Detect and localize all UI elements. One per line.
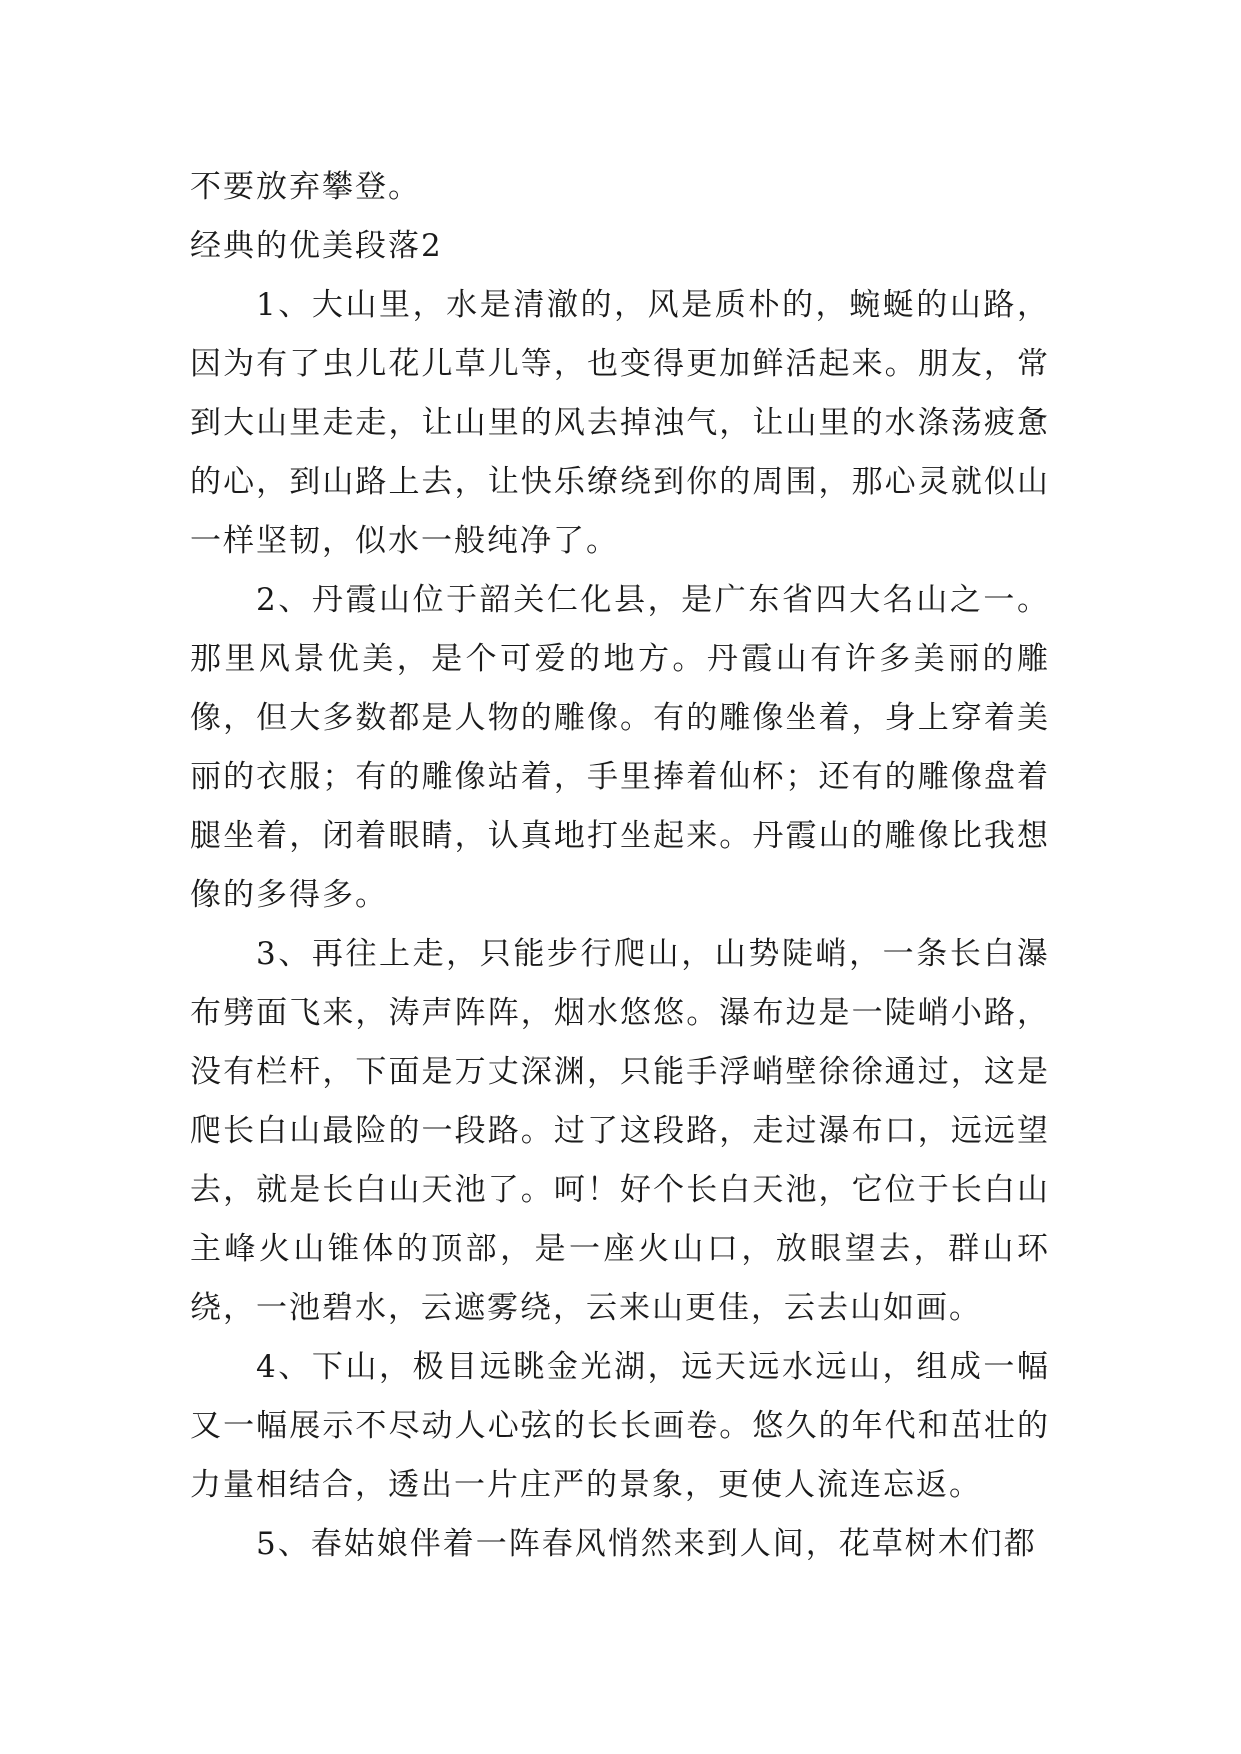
- paragraph-1: 1、大山里，水是清澈的，风是质朴的，蜿蜒的山路，因为有了虫儿花儿草儿等，也变得更加鲜活起来。朋友，常到大山里走走，让山里的风去掉浊气，让山里的水涤荡疲惫的心，到山路上去，让快乐缭绕到你的周围，那心灵就似山一样坚韧，似水一般纯净了。: [190, 287, 1050, 559]
- paragraph-3: 3、再往上走，只能步行爬山，山势陡峭，一条长白瀑布劈面飞来，涛声阵阵，烟水悠悠。瀑布边是一陡峭小路，没有栏杆，下面是万丈深渊，只能手浮峭壁徐徐通过，这是爬长白山最险的一段路。过了这段路，走过瀑布口，远远望去，就是长白山天池了。呵！好个长白天池，它位于长白山主峰火山锥体的顶部，是一座火山口，放眼望去，群山环绕，一池碧水，云遮雾绕，云来山更佳，云去山如画。: [190, 936, 1050, 1326]
- document-body: [190, 158, 1050, 1574]
- top-fragment: 不要放弃攀登。: [190, 169, 421, 205]
- paragraph-4: 4、下山，极目远眺金光湖，远天远水远山，组成一幅又一幅展示不尽动人心弦的长长画卷。悠久的年代和茁壮的力量相结合，透出一片庄严的景象，更使人流连忘返。: [190, 1349, 1050, 1503]
- paragraph-5: 5、春姑娘伴着一阵春风悄然来到人间，花草树木们都: [256, 1526, 1037, 1562]
- section-heading: 经典的优美段落2: [190, 228, 443, 264]
- paragraph-2: 2、丹霞山位于韶关仁化县，是广东省四大名山之一。那里风景优美，是个可爱的地方。丹霞山有许多美丽的雕像，但大多数都是人物的雕像。有的雕像坐着，身上穿着美丽的衣服；有的雕像站着，手里捧着仙杯；还有的雕像盘着腿坐着，闭着眼睛，认真地打坐起来。丹霞山的雕像比我想像的多得多。: [190, 582, 1050, 913]
